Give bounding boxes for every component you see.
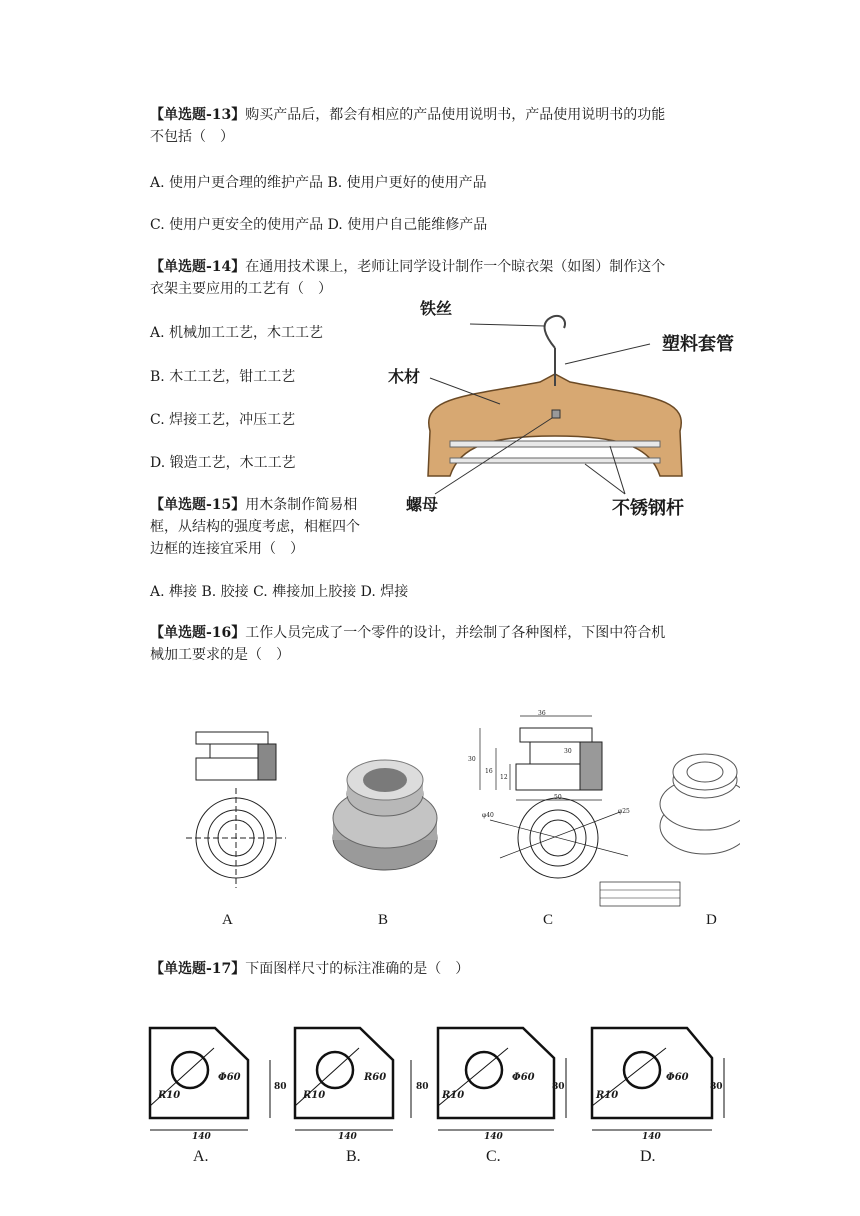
q17-caption-d: D.: [640, 1148, 656, 1165]
drawing-d: [660, 754, 740, 854]
label-wood: 木材: [388, 367, 421, 386]
dim-top: 36: [538, 710, 546, 717]
label-wire: 铁丝: [420, 299, 453, 318]
q16-figures: [180, 708, 740, 908]
width-b: 140: [338, 1132, 357, 1142]
height-a: 80: [274, 1082, 287, 1092]
question-13: [150, 104, 750, 148]
hanger-illustration: [380, 286, 740, 526]
question-text: 边框的连接宜采用（ ）: [150, 541, 304, 557]
height-b: 80: [416, 1082, 429, 1092]
dim-inner: 30: [564, 748, 572, 755]
dim-d1: φ40: [482, 812, 494, 819]
question-17: [150, 958, 750, 980]
diam-b: R60: [364, 1072, 387, 1083]
drawing-d: [592, 1028, 724, 1130]
radius-d: R10: [596, 1090, 619, 1101]
question-text: 衣架主要应用的工艺有（ ）: [150, 281, 332, 297]
q17-caption-c: C.: [486, 1148, 501, 1165]
height-d: 80: [710, 1082, 723, 1092]
option-d[interactable]: D. 锻造工艺，木工工艺: [150, 455, 296, 471]
drawing-b: [333, 760, 437, 870]
diam-d: Φ60: [666, 1072, 689, 1083]
question-text: 框，从结构的强度考虑，相框四个: [150, 519, 360, 535]
option-c[interactable]: C. 焊接工艺，冲压工艺: [150, 412, 296, 428]
drawing-c: [438, 1028, 566, 1130]
caption-d: D: [706, 912, 717, 928]
dim-h3: 12: [500, 774, 508, 781]
question-tag: 【单选题-14】: [150, 259, 246, 275]
width-a: 140: [192, 1132, 211, 1142]
label-plastic: 塑料套管: [662, 334, 734, 355]
question-tag: 【单选题-15】: [150, 497, 246, 513]
dim-bottom: 50: [554, 794, 562, 801]
drawing-a: [150, 1028, 270, 1130]
question-tag: 【单选题-16】: [150, 625, 246, 641]
hanger-figure: [380, 286, 740, 526]
dim-d2: φ25: [618, 808, 630, 815]
radius-a: R10: [158, 1090, 181, 1101]
caption-b: B: [378, 912, 389, 928]
width-c: 140: [484, 1132, 503, 1142]
question-text: 购买产品后，都会有相应的产品使用说明书，产品使用说明书的功能: [245, 107, 666, 123]
drawing-b: [295, 1028, 411, 1130]
question-text: 下面图样尺寸的标注准确的是（ ）: [245, 961, 470, 977]
question-15: [150, 494, 390, 560]
question-16: [150, 622, 750, 666]
radius-c: R10: [442, 1090, 465, 1101]
question-text: 用木条制作简易相: [245, 497, 358, 513]
part-drawings: [180, 708, 740, 908]
label-steel: 不锈钢杆: [612, 498, 684, 519]
caption-a: A: [222, 912, 233, 928]
drawing-a: [186, 732, 286, 888]
question-tag: 【单选题-13】: [150, 107, 246, 123]
drawing-c: [480, 716, 680, 906]
q17-caption-a: A.: [193, 1148, 209, 1165]
diam-a: Φ60: [218, 1072, 241, 1083]
caption-c: C: [543, 912, 554, 928]
option-line[interactable]: A. 使用户更合理的维护产品 B. 使用户更好的使用产品: [150, 175, 487, 191]
question-text: 械加工要求的是（ ）: [150, 647, 290, 663]
width-d: 140: [642, 1132, 661, 1142]
question-text: 在通用技术课上，老师让同学设计制作一个晾衣架（如图）制作这个: [245, 259, 666, 275]
option-a[interactable]: A. 机械加工工艺，木工工艺: [150, 325, 324, 341]
dimension-drawings: [140, 1018, 740, 1148]
dim-h2: 16: [485, 768, 493, 775]
height-c: 80: [552, 1082, 565, 1092]
option-b[interactable]: B. 木工工艺，钳工工艺: [150, 369, 296, 385]
question-text: 不包括（ ）: [150, 129, 234, 145]
question-tag: 【单选题-17】: [150, 961, 246, 977]
q17-figures: [140, 1018, 740, 1148]
option-line[interactable]: A. 榫接 B. 胶接 C. 榫接加上胶接 D. 焊接: [150, 584, 409, 600]
question-text: 工作人员完成了一个零件的设计，并绘制了各种图样，下图中符合机: [245, 625, 666, 641]
q17-caption-b: B.: [346, 1148, 361, 1165]
diam-c: Φ60: [512, 1072, 535, 1083]
option-line[interactable]: C. 使用户更安全的使用产品 D. 使用户自己能维修产品: [150, 217, 488, 233]
label-nut: 螺母: [406, 495, 439, 514]
dim-h1: 30: [468, 756, 476, 763]
radius-b: R10: [303, 1090, 326, 1101]
